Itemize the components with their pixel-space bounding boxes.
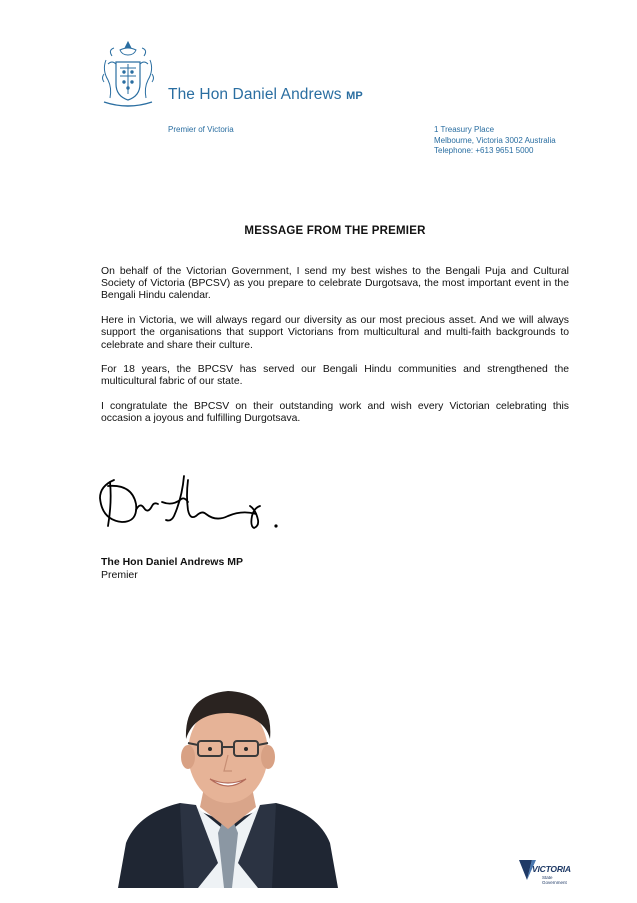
address-line: 1 Treasury Place (434, 125, 495, 134)
letter-paragraph: Here in Victoria, we will always regard our diversity as our most precious asset. And we will always support the organisations that support Victorians from multicultural and multi-faith backgrounds to celebrate and share their culture. (101, 315, 569, 351)
victoria-subtext-government: Government (542, 880, 567, 885)
address-line: Melbourne, Victoria 3002 Australia (434, 135, 556, 145)
letter-paragraph: I congratulate the BPCSV on their outstanding work and wish every Victorian celebrating this occasion a joyous and fulfilling Durgotsava. (101, 401, 569, 425)
victoria-state-government-logo (518, 858, 578, 890)
letterhead-address (434, 125, 556, 157)
letterhead-name-text: The Hon Daniel Andrews (168, 86, 342, 103)
letter-paragraph: For 18 years, the BPCSV has served our Bengali Hindu communities and strengthened the multicultural fabric of our state. (101, 364, 569, 388)
letterhead-name (168, 86, 363, 104)
coat-of-arms-icon (98, 40, 158, 110)
letter-paragraph: On behalf of the Victorian Government, I send my best wishes to the Bengali Puja and Cultural Society of Victoria (BPCSV) as you prepare to celebrate Durgotsava, the most important event in the Bengali Hindu calendar. (101, 266, 569, 302)
victoria-subtext-state: State (542, 875, 553, 880)
victoria-wordmark: VICTORIA (532, 864, 571, 874)
letter-heading: MESSAGE FROM THE PREMIER (244, 225, 426, 237)
signature (96, 472, 296, 540)
premier-portrait (118, 683, 338, 888)
signoff-name: The Hon Daniel Andrews MP (101, 556, 243, 568)
signoff-block (101, 556, 243, 582)
letter-body (101, 266, 569, 438)
address-line: Telephone: +613 9651 5000 (434, 146, 534, 155)
signoff-title: Premier (101, 569, 138, 581)
letterhead-name-suffix: MP (346, 90, 363, 102)
victoria-v-icon (518, 858, 578, 890)
letterhead-role: Premier of Victoria (168, 125, 234, 134)
